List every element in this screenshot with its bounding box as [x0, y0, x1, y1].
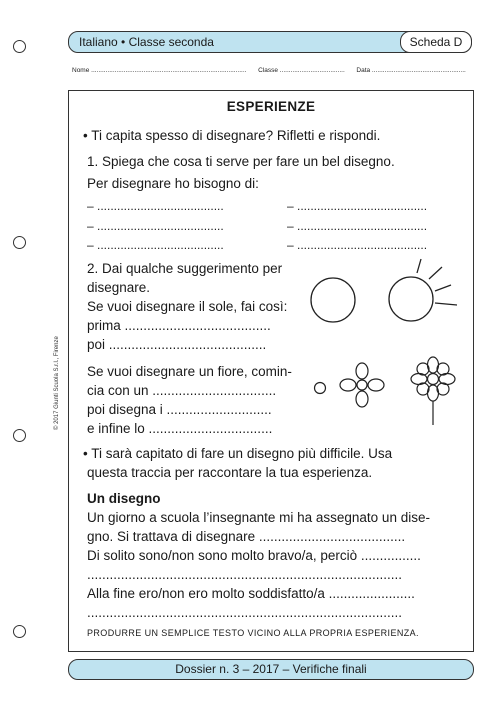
binder-hole-1: [13, 40, 26, 53]
flower-start-line[interactable]: cia con un .................................: [87, 383, 277, 398]
section2-prompt: • Ti sarà capitato di fare un disegno più difficile. Usa: [83, 446, 393, 461]
instruction-note: PRODURRE UN SEMPLICE TESTO VICINO ALLA PROPRIA ESPERIENZA.: [87, 628, 419, 638]
blank-line[interactable]: – ......................................: [87, 238, 224, 252]
subject-label: Italiano • Classe seconda: [79, 35, 214, 49]
question-1-lead: Per disegnare ho bisogno di:: [87, 176, 259, 191]
blank-line[interactable]: – .......................................: [287, 238, 428, 252]
story-line-4[interactable]: ....................................................................................: [87, 567, 403, 582]
date-field[interactable]: Data ....................................................: [356, 67, 466, 74]
story-line-3[interactable]: Di solito sono/non sono molto bravo/a, perciò ................: [87, 548, 421, 563]
flower-illustration: [407, 357, 461, 427]
sun-then-line[interactable]: poi ..........................................: [87, 337, 267, 352]
story-line-2[interactable]: gno. Si trattava di disegnare .......................................: [87, 529, 406, 544]
blank-line[interactable]: – ......................................: [87, 199, 224, 213]
sheet-tag: Scheda D: [400, 31, 472, 53]
question-2: 2. Dai qualche suggerimento per: [87, 261, 283, 276]
flower-then-line[interactable]: poi disegna i ............................: [87, 402, 272, 417]
sun-illustration: [387, 259, 459, 331]
dot-circle-illustration: [313, 381, 327, 395]
binder-hole-2: [13, 236, 26, 249]
section1-prompt: • Ti capita spesso di disegnare? Rifletti e rispondi.: [83, 128, 381, 143]
worksheet-title: ESPERIENZE: [226, 99, 316, 114]
story-line-1: Un giorno a scuola l’insegnante mi ha assegnato un dise-: [87, 510, 430, 525]
flower-end-line[interactable]: e infine lo .................................: [87, 421, 273, 436]
section2-prompt-cont: questa traccia per raccontare la tua esperienza.: [87, 465, 373, 480]
copyright-note: © 2017 Giunti Scuola S.r.l., Firenze: [54, 336, 60, 430]
sun-first-line[interactable]: prima .......................................: [87, 318, 271, 333]
sun-intro: Se vuoi disegnare il sole, fai così:: [87, 299, 288, 314]
question-1: 1. Spiega che cosa ti serve per fare un bel disegno.: [87, 154, 395, 169]
worksheet-card: [68, 90, 474, 652]
flower-intro: Se vuoi disegnare un fiore, comin-: [87, 364, 292, 379]
blank-line[interactable]: – .......................................: [287, 219, 428, 233]
story-line-6[interactable]: ....................................................................................: [87, 605, 403, 620]
footer-bar: Dossier n. 3 – 2017 – Verifiche finali: [68, 659, 474, 680]
circle-illustration: [309, 275, 359, 325]
story-line-5[interactable]: Alla fine ero/non ero molto soddisfatto/a .......................: [87, 586, 415, 601]
story-heading: Un disegno: [87, 491, 161, 506]
petals-illustration: [337, 361, 387, 411]
name-field[interactable]: Nome ......................................................................................: [72, 67, 247, 74]
binder-hole-4: [13, 625, 26, 638]
binder-hole-3: [13, 429, 26, 442]
class-field[interactable]: Classe ....................................: [258, 67, 345, 74]
question-2-cont: disegnare.: [87, 280, 151, 295]
blank-line[interactable]: – .......................................: [287, 199, 428, 213]
header-bar: [68, 31, 472, 53]
student-fields: [72, 67, 472, 74]
blank-line[interactable]: – ......................................: [87, 219, 224, 233]
